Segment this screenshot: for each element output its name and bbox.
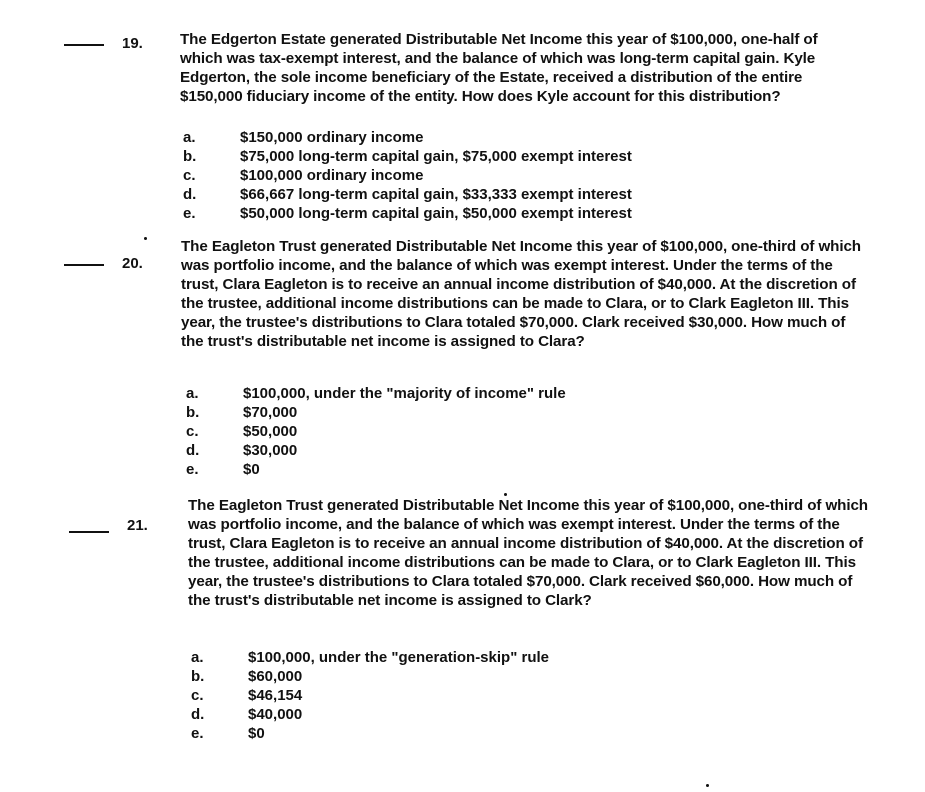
choice-letter: c. <box>183 167 196 184</box>
answer-blank[interactable] <box>69 531 109 533</box>
choice-letter: e. <box>191 725 204 742</box>
choice-text: $66,667 long-term capital gain, $33,333 exempt interest <box>240 186 632 203</box>
choice-text: $100,000, under the "generation-skip" rule <box>248 649 549 666</box>
choice-text: $100,000 ordinary income <box>240 167 424 184</box>
question-stem: The Eagleton Trust generated Distributable Net Income this year of $100,000, one-third of which was portfolio income, and the balance of which was exempt interest. Under the terms of the trust, Clara Eagleton is to receive an annual income distribution of $40,000. At the discretion of the trustee, additional income distributions can be made to Clara, or to Clark Eagleton III. This year, the trustee's distributions to Clara totaled $70,000. Clark received $60,000. How much of the trust's distributable net income is assigned to Clark? <box>188 497 868 609</box>
choice-text: $0 <box>243 461 260 478</box>
question-number: 19. <box>122 35 143 52</box>
choice-text: $50,000 long-term capital gain, $50,000 exempt interest <box>240 205 632 222</box>
choice-letter: c. <box>186 423 199 440</box>
choice-text: $150,000 ordinary income <box>240 129 424 146</box>
question-number: 20. <box>122 255 143 272</box>
choice-text: $60,000 <box>248 668 303 685</box>
choice-text: $0 <box>248 725 265 742</box>
choice-text: $46,154 <box>248 687 303 704</box>
choice-letter: a. <box>186 385 199 402</box>
stray-mark <box>706 784 709 787</box>
choice-text: $30,000 <box>243 442 298 459</box>
choice-letter: b. <box>183 148 197 165</box>
choice-letter: d. <box>186 442 200 459</box>
choice-text: $70,000 <box>243 404 298 421</box>
choice-letter: c. <box>191 687 204 704</box>
choice-text: $40,000 <box>248 706 303 723</box>
choice-letter: e. <box>186 461 199 478</box>
choice-letter: d. <box>191 706 205 723</box>
question-stem: The Edgerton Estate generated Distributable Net Income this year of $100,000, one-half of which was tax-exempt interest, and the balance of which was long-term capital gain. Kyle Edgerton, the sole income beneficiary of the Estate, received a distribution of the entire $150,000 fiduciary income of the entity. How does Kyle account for this distribution? <box>180 31 818 105</box>
answer-blank[interactable] <box>64 44 104 46</box>
choice-letter: a. <box>183 129 196 146</box>
question-number: 21. <box>127 517 148 534</box>
choice-text: $75,000 long-term capital gain, $75,000 exempt interest <box>240 148 632 165</box>
answer-blank[interactable] <box>64 264 104 266</box>
choice-letter: a. <box>191 649 204 666</box>
choice-text: $100,000, under the "majority of income" rule <box>243 385 566 402</box>
question-stem: The Eagleton Trust generated Distributable Net Income this year of $100,000, one-third of which was portfolio income, and the balance of which was exempt interest. Under the terms of the trust, Clara Eagleton is to receive an annual income distribution of $40,000. At the discretion of the trustee, additional income distributions can be made to Clara, or to Clark Eagleton III. This year, the trustee's distributions to Clara totaled $70,000. Clark received $30,000. How much of the trust's distributable net income is assigned to Clara? <box>181 238 861 350</box>
choice-letter: e. <box>183 205 196 222</box>
stray-mark <box>144 237 147 240</box>
choice-letter: d. <box>183 186 197 203</box>
choice-letter: b. <box>186 404 200 421</box>
choice-text: $50,000 <box>243 423 298 440</box>
choice-letter: b. <box>191 668 205 685</box>
